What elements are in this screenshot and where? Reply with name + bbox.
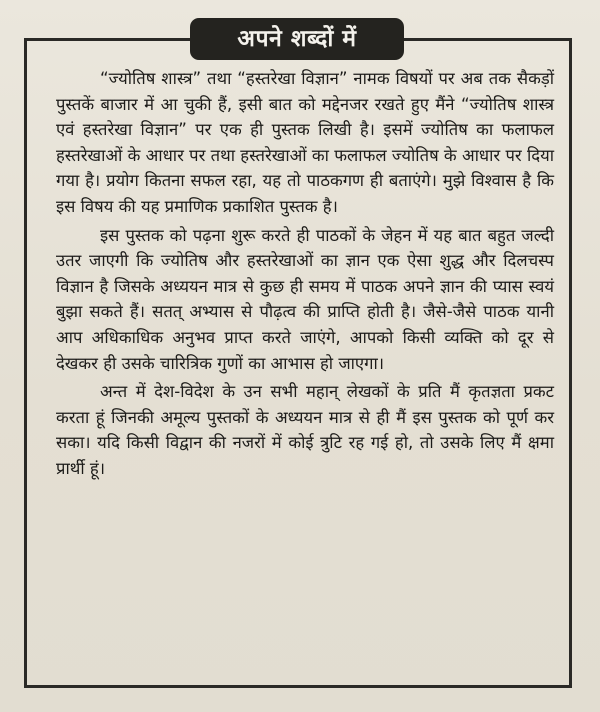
paragraph-gratitude: अन्त में देश-विदेश के उन सभी महान् लेखकों के प्रति मैं कृतज्ञता प्रकट करता हूं जिनकी अमूल्य पुस्तकों के अध्ययन मात्र से ही मैं इस पुस्तक को पूर्ण कर सका। यदि किसी विद्वान की नजरों में कोई त्रुटि रह गई हो, तो उसके लिए मैं क्षमा प्रार्थी हूं। <box>56 382 554 478</box>
page-heading: अपने शब्दों में <box>190 18 404 60</box>
body-text <box>56 66 554 482</box>
paragraph-knowledge: इस पुस्तक को पढ़ना शुरू करते ही पाठकों के जेहन में यह बात बहुत जल्दी उतर जाएगी कि ज्योतिष और हस्तरेखाओं का ज्ञान एक ऐसा शुद्ध और दिलचस्प विज्ञान है जिसके अध्ययन मात्र से कुछ ही समय में पाठक अपने ज्ञान की प्यास स्वयं बुझा सकते हैं। सतत् अभ्यास से पौढ़त्व की प्राप्ति होती है। जैसे-जैसे पाठक यानी आप अधिकाधिक अनुभव प्राप्त करते जाएंगे, आपको किसी व्यक्ति को दूर से देखकर ही उसके चारित्रिक गुणों का आभास हो जाएगा। <box>56 225 554 373</box>
paragraph-intro: “ज्योतिष शास्त्र” तथा “हस्तरेखा विज्ञान” नामक विषयों पर अब तक सैकड़ों पुस्तकें बाजार में आ चुकी हैं, इसी बात को मद्देनजर रखते हुए मैंने “ज्योतिष शास्त्र एवं हस्तरेखा विज्ञान” पर एक ही पुस्तक लिखी है। इसमें ज्योतिष का फलाफल हस्तरेखाओं के आधार पर तथा हस्तरेखाओं का फलाफल ज्योतिष के आधार पर दिया गया है। प्रयोग कितना सफल रहा, यह तो पाठकगण ही बताएंगे। मुझे विश्वास है कि इस विषय की यह प्रमाणिक प्रकाशित पुस्तक है। <box>56 69 554 216</box>
